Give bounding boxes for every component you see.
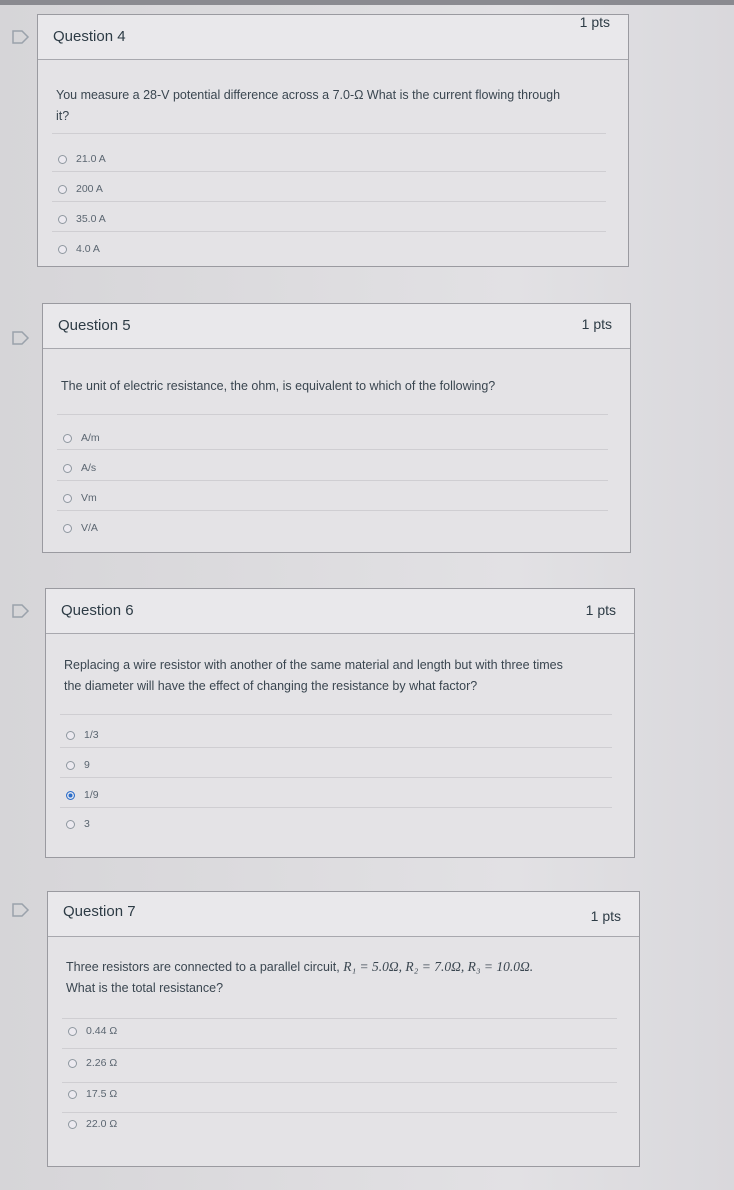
answer-option[interactable] bbox=[63, 519, 603, 537]
question-points: 1 pts bbox=[590, 908, 621, 924]
divider bbox=[52, 133, 606, 134]
divider bbox=[52, 201, 606, 202]
question-points: 1 pts bbox=[581, 316, 612, 332]
answer-label: A/m bbox=[81, 432, 100, 444]
answer-label: 22.0 Ω bbox=[86, 1118, 118, 1130]
question-text: Three resistors are connected to a parallel circuit, R₁ = 5.0Ω, R₂ = 7.0Ω, R₃ = 10.0Ω. What is the total resistance? bbox=[66, 959, 534, 995]
divider bbox=[62, 1048, 617, 1049]
question-text: You measure a 28-V potential difference across a 7.0-Ω What is the current flowing through it? bbox=[56, 88, 561, 123]
radio-button[interactable] bbox=[63, 464, 72, 473]
question-header bbox=[48, 892, 639, 937]
radio-button[interactable] bbox=[68, 1120, 77, 1129]
answer-label: 1/3 bbox=[84, 729, 99, 741]
radio-button[interactable] bbox=[63, 494, 72, 503]
question-title: Question 6 bbox=[61, 602, 134, 619]
answer-label: 200 A bbox=[76, 183, 103, 195]
answer-label: V/A bbox=[81, 522, 98, 534]
answer-option[interactable] bbox=[68, 1022, 608, 1040]
question-header bbox=[46, 589, 634, 634]
divider bbox=[62, 1112, 617, 1113]
answer-label: 4.0 A bbox=[76, 243, 100, 255]
top-bar bbox=[0, 0, 734, 5]
answer-option[interactable] bbox=[68, 1115, 608, 1133]
answer-option[interactable] bbox=[68, 1054, 608, 1072]
flag-question-icon[interactable] bbox=[11, 30, 31, 44]
answer-option[interactable] bbox=[66, 756, 606, 774]
radio-button[interactable] bbox=[68, 1059, 77, 1068]
answer-option[interactable] bbox=[66, 786, 606, 804]
question-title: Question 7 bbox=[63, 903, 136, 920]
question-text: Replacing a wire resistor with another of the same material and length but with three times the diameter will have the effect of changing the resistance by what factor? bbox=[64, 658, 563, 693]
flag-question-icon[interactable] bbox=[11, 331, 31, 345]
answer-label: 1/9 bbox=[84, 789, 99, 801]
question-text: The unit of electric resistance, the ohm, is equivalent to which of the following? bbox=[61, 379, 496, 393]
answer-label: 17.5 Ω bbox=[86, 1088, 118, 1100]
divider bbox=[62, 1082, 617, 1083]
radio-button[interactable] bbox=[63, 434, 72, 443]
question-points: 1 pts bbox=[579, 14, 610, 30]
divider bbox=[52, 171, 606, 172]
answer-label: 35.0 A bbox=[76, 213, 106, 225]
radio-button[interactable] bbox=[58, 215, 67, 224]
question-header bbox=[38, 15, 628, 60]
question-header bbox=[43, 304, 630, 349]
flag-question-icon[interactable] bbox=[11, 903, 31, 917]
radio-button[interactable] bbox=[66, 820, 75, 829]
answer-option[interactable] bbox=[63, 459, 603, 477]
question-title: Question 4 bbox=[53, 28, 126, 45]
radio-button[interactable] bbox=[68, 1027, 77, 1036]
divider bbox=[57, 510, 608, 511]
answer-label: 9 bbox=[84, 759, 90, 771]
radio-button[interactable] bbox=[66, 731, 75, 740]
flag-question-icon[interactable] bbox=[11, 604, 31, 618]
question-6-card bbox=[45, 588, 635, 858]
resistor-values: R₁ = 5.0Ω, R₂ = 7.0Ω, R₃ = 10.0Ω. bbox=[343, 959, 534, 974]
answer-option[interactable] bbox=[58, 150, 598, 168]
radio-button[interactable] bbox=[58, 185, 67, 194]
divider bbox=[57, 414, 608, 415]
divider bbox=[60, 777, 612, 778]
answer-option[interactable] bbox=[63, 489, 603, 507]
divider bbox=[52, 231, 606, 232]
answer-label: 3 bbox=[84, 818, 90, 830]
radio-button[interactable] bbox=[66, 761, 75, 770]
radio-button-selected[interactable] bbox=[66, 791, 75, 800]
divider bbox=[60, 714, 612, 715]
divider bbox=[60, 747, 612, 748]
radio-button[interactable] bbox=[58, 155, 67, 164]
answer-option[interactable] bbox=[58, 180, 598, 198]
question-points: 1 pts bbox=[585, 602, 616, 618]
answer-label: 0.44 Ω bbox=[86, 1025, 118, 1037]
divider bbox=[57, 449, 608, 450]
question-title: Question 5 bbox=[58, 317, 131, 334]
radio-button[interactable] bbox=[68, 1090, 77, 1099]
answer-label: A/s bbox=[81, 462, 97, 474]
question-7-card bbox=[47, 891, 640, 1167]
answer-option[interactable] bbox=[58, 210, 598, 228]
answer-option[interactable] bbox=[58, 240, 598, 258]
question-4-card bbox=[37, 14, 629, 267]
answer-option[interactable] bbox=[66, 726, 606, 744]
divider bbox=[62, 1018, 617, 1019]
radio-button[interactable] bbox=[58, 245, 67, 254]
answer-label: 2.26 Ω bbox=[86, 1057, 118, 1069]
divider bbox=[60, 807, 612, 808]
divider bbox=[57, 480, 608, 481]
answer-option[interactable] bbox=[68, 1085, 608, 1103]
answer-label: Vm bbox=[81, 492, 97, 504]
answer-option[interactable] bbox=[66, 815, 606, 833]
radio-button[interactable] bbox=[63, 524, 72, 533]
answer-label: 21.0 A bbox=[76, 153, 106, 165]
answer-option[interactable] bbox=[63, 429, 603, 447]
question-5-card bbox=[42, 303, 631, 553]
